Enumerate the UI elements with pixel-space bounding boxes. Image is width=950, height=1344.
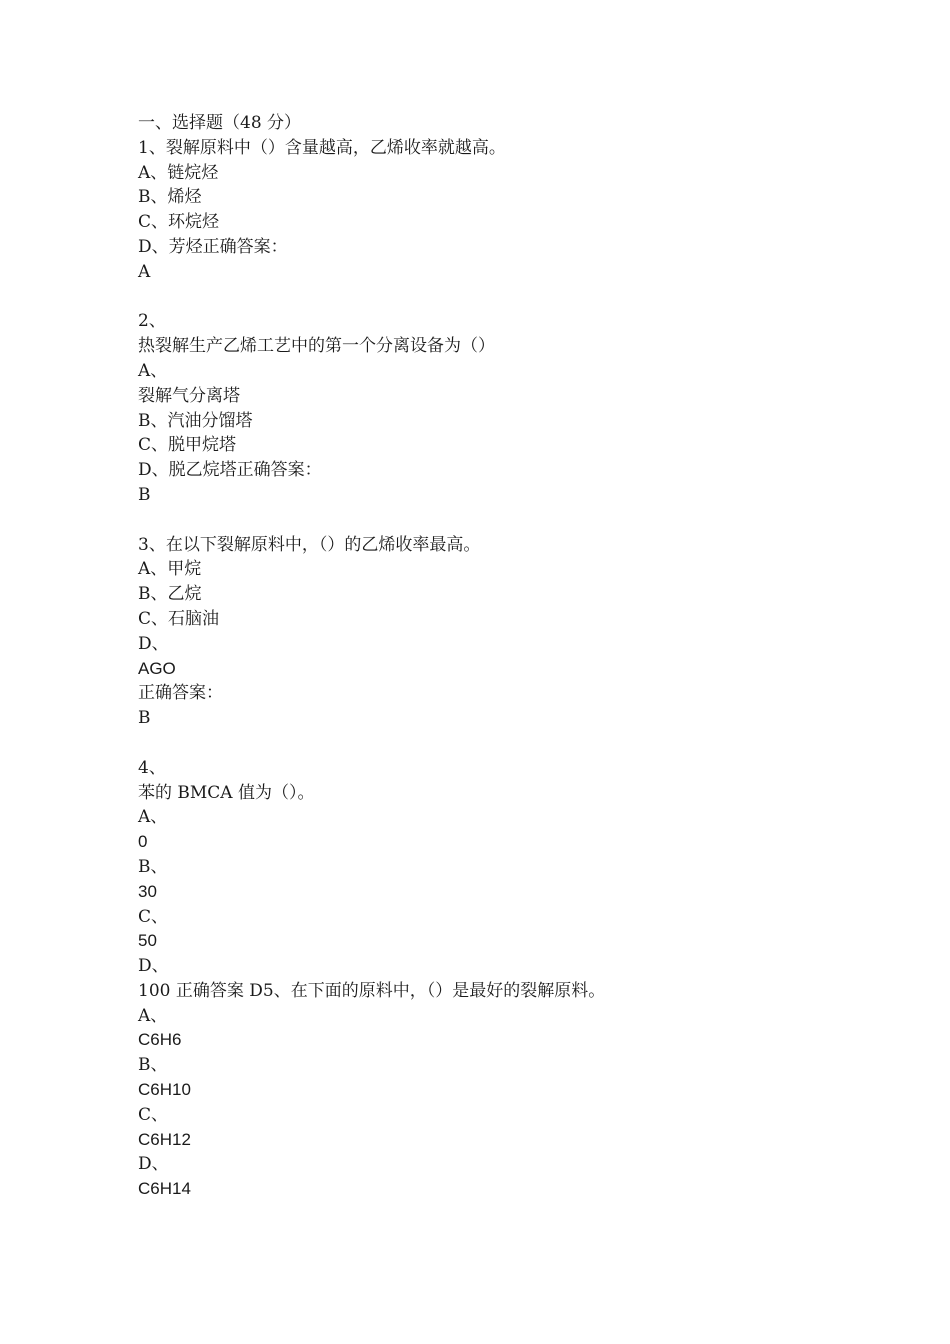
- option-line: C、石脑油: [138, 608, 220, 629]
- option-line: D、芳烃正确答案：: [138, 236, 288, 257]
- option-line: B、乙烷: [138, 584, 202, 605]
- option-line: D、: [138, 1154, 169, 1175]
- option-line: 0: [138, 832, 148, 852]
- blank-line: [138, 285, 898, 310]
- option-line: A、甲烷: [138, 559, 202, 580]
- section-heading-line: 一、选择题（48 分）: [138, 113, 302, 133]
- option-line: 30: [138, 881, 157, 901]
- option-line: C6H14: [138, 1179, 191, 1199]
- question-line: 热裂解生产乙烯工艺中的第一个分离设备为（）: [138, 336, 495, 357]
- option-line: B、: [138, 1055, 168, 1076]
- answer-line: A: [138, 261, 151, 282]
- option-line: C6H6: [138, 1030, 182, 1050]
- document-body: [138, 111, 898, 1202]
- option-line: A、: [138, 1005, 168, 1026]
- answer-line: 正确答案：: [138, 683, 223, 704]
- option-line: 50: [138, 931, 157, 951]
- option-line: C、环烷烃: [138, 212, 220, 233]
- question-line: 4、: [138, 757, 166, 778]
- option-line: D、: [138, 633, 169, 654]
- option-line: AGO: [138, 658, 176, 678]
- blank-line: [138, 731, 898, 756]
- option-line: C、: [138, 1104, 169, 1125]
- question-line: 3、在以下裂解原料中，（）的乙烯收率最高。: [138, 534, 481, 555]
- option-line: C、脱甲烷塔: [138, 435, 237, 456]
- option-line: A、链烷烃: [138, 162, 219, 183]
- option-line: A、: [138, 807, 168, 828]
- option-line: D、脱乙烷塔正确答案：: [138, 460, 322, 481]
- answer-line: B: [138, 484, 151, 505]
- question-line: 2、: [138, 311, 166, 332]
- option-line: A、: [138, 360, 168, 381]
- question-line: 100 正确答案 D5、在下面的原料中，（）是最好的裂解原料。: [138, 980, 606, 1001]
- question-line: 苯的 BMCA 值为（）。: [138, 782, 315, 803]
- question-line: 1、裂解原料中（）含量越高，乙烯收率就越高。: [138, 137, 506, 158]
- option-line: C、: [138, 906, 169, 927]
- blank-line: [138, 508, 898, 533]
- option-line: C6H12: [138, 1129, 191, 1149]
- option-line: B、烯烃: [138, 187, 202, 208]
- option-line: B、汽油分馏塔: [138, 410, 253, 431]
- option-line: B、: [138, 856, 168, 877]
- option-line: 裂解气分离塔: [138, 385, 240, 406]
- option-line: D、: [138, 956, 169, 977]
- answer-line: B: [138, 708, 151, 729]
- option-line: C6H10: [138, 1080, 191, 1100]
